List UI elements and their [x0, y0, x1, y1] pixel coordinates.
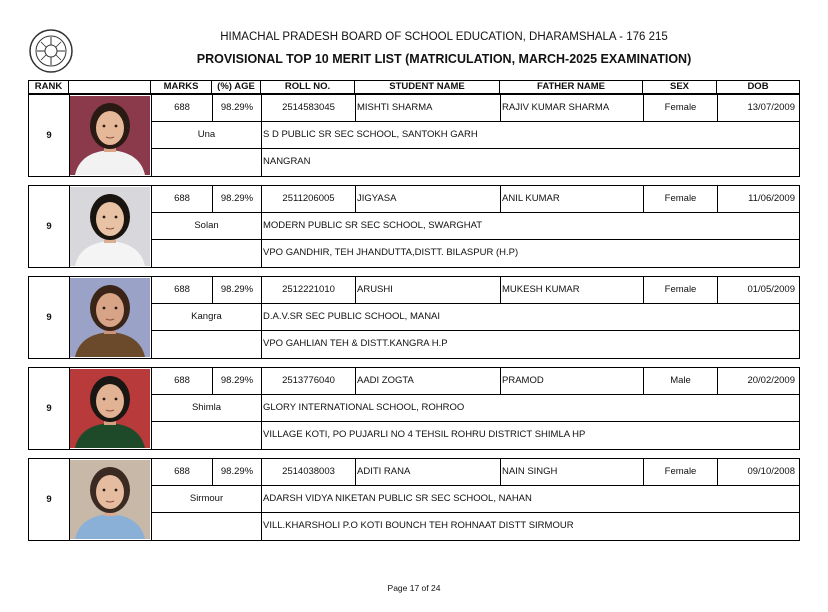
- marks-value: 688: [174, 375, 190, 386]
- father-name-value: NAIN SINGH: [502, 466, 558, 477]
- dob-value: 01/05/2009: [747, 284, 795, 295]
- student-record: [28, 367, 800, 450]
- address-value: VPO GANDHIR, TEH JHANDUTTA,DISTT. BILASPUR (H.P): [263, 247, 519, 258]
- rank-value: 9: [46, 130, 52, 141]
- student-photo: [70, 278, 150, 357]
- district-value: Sirmour: [189, 493, 224, 504]
- dob-value: 09/10/2008: [747, 466, 795, 477]
- student-record: [28, 94, 800, 177]
- address-value: NANGRAN: [263, 156, 311, 167]
- address-value: VPO GAHLIAN TEH & DISTT.KANGRA H.P: [263, 338, 448, 349]
- marks-value: 688: [174, 102, 190, 113]
- dob-value: 13/07/2009: [747, 102, 795, 113]
- col-father-name: FATHER NAME: [500, 81, 643, 93]
- student-name-value: AADI ZOGTA: [357, 375, 414, 386]
- percentage-value: 98.29%: [220, 466, 254, 477]
- col-dob: DOB: [747, 81, 769, 92]
- roll-no-value: 2513776040: [282, 375, 335, 386]
- school-value: ADARSH VIDYA NIKETAN PUBLIC SR SEC SCHOOL, NAHAN: [263, 493, 532, 504]
- student-name-value: JIGYASA: [357, 193, 397, 204]
- rank-value: 9: [46, 312, 52, 323]
- student-name-value: MISHTI SHARMA: [357, 102, 433, 113]
- student-photo: [70, 187, 150, 266]
- col-sex: SEX: [643, 81, 717, 93]
- col-marks: MARKS: [151, 81, 212, 93]
- father-name-value: PRAMOD: [502, 375, 544, 386]
- col-rank: RANK: [29, 81, 69, 93]
- dob-value: 11/06/2009: [748, 193, 795, 204]
- student-photo: [70, 460, 150, 539]
- student-name-value: ADITI RANA: [357, 466, 411, 477]
- col-student-name: STUDENT NAME: [355, 81, 500, 93]
- col-percentage: (%) AGE: [212, 81, 261, 93]
- marks-value: 688: [174, 284, 190, 295]
- student-photo: [70, 369, 150, 448]
- rank-value: 9: [46, 494, 52, 505]
- address-value: VILL.KHARSHOLI P.O KOTI BOUNCH TEH ROHNAAT DISTT SIRMOUR: [263, 520, 574, 531]
- address-value: VILLAGE KOTI, PO PUJARLI NO 4 TEHSIL ROHRU DISTRICT SHIMLA HP: [263, 429, 586, 440]
- rank-value: 9: [46, 221, 52, 232]
- rank-value: 9: [46, 403, 52, 414]
- father-name-value: RAJIV KUMAR SHARMA: [502, 102, 610, 113]
- board-name: HIMACHAL PRADESH BOARD OF SCHOOL EDUCATION, DHARAMSHALA - 176 215: [220, 31, 668, 43]
- sex-value: Male: [670, 375, 691, 386]
- col-photo: [69, 81, 151, 93]
- percentage-value: 98.29%: [220, 375, 254, 386]
- student-photo: [70, 96, 150, 175]
- percentage-value: 98.29%: [220, 284, 254, 295]
- sex-value: Female: [664, 466, 697, 477]
- roll-no-value: 2514038003: [282, 466, 335, 477]
- student-record: [28, 458, 800, 541]
- page-number: Page 17 of 24: [387, 583, 441, 593]
- school-value: GLORY INTERNATIONAL SCHOOL, ROHROO: [263, 402, 465, 413]
- father-name-value: MUKESH KUMAR: [502, 284, 580, 295]
- sex-value: Female: [664, 193, 697, 204]
- sex-value: Female: [664, 102, 697, 113]
- district-value: Kangra: [191, 311, 222, 322]
- roll-no-value: 2514583045: [282, 102, 335, 113]
- col-roll-no: ROLL NO.: [261, 81, 355, 93]
- page-title: PROVISIONAL TOP 10 MERIT LIST (MATRICULATION, MARCH-2025 EXAMINATION): [196, 52, 692, 66]
- marks-value: 688: [174, 193, 190, 204]
- district-value: Una: [197, 129, 216, 140]
- percentage-value: 98.29%: [220, 102, 254, 113]
- percentage-value: 98.29%: [220, 193, 254, 204]
- dob-value: 20/02/2009: [747, 375, 795, 386]
- student-record: [28, 185, 800, 268]
- school-value: MODERN PUBLIC SR SEC SCHOOL, SWARGHAT: [263, 220, 483, 231]
- marks-value: 688: [174, 466, 190, 477]
- district-value: Solan: [194, 220, 219, 231]
- school-value: D.A.V.SR SEC PUBLIC SCHOOL, MANAI: [263, 311, 441, 322]
- table-header: [28, 80, 800, 94]
- sex-value: Female: [664, 284, 697, 295]
- student-record: [28, 276, 800, 359]
- father-name-value: ANIL KUMAR: [502, 193, 560, 204]
- student-name-value: ARUSHI: [357, 284, 393, 295]
- roll-no-value: 2512221010: [282, 284, 335, 295]
- district-value: Shimla: [191, 402, 222, 413]
- school-value: S D PUBLIC SR SEC SCHOOL, SANTOKH GARH: [263, 129, 478, 140]
- roll-no-value: 2511206005: [282, 193, 335, 204]
